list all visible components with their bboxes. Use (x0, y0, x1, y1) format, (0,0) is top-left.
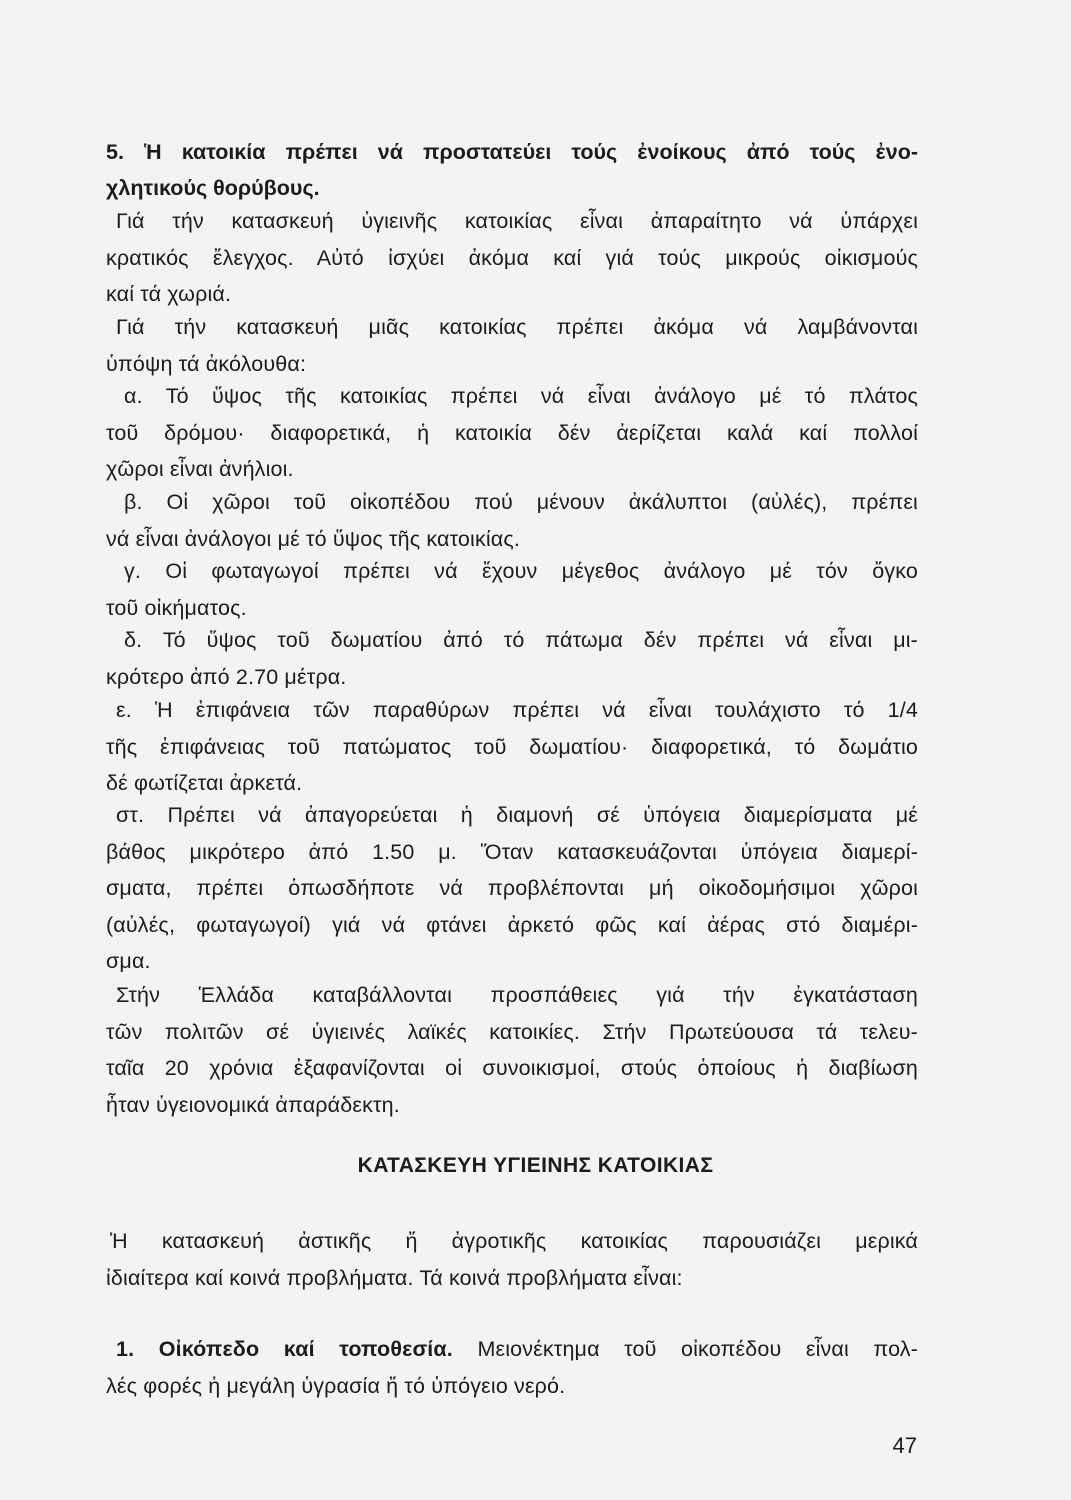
paragraph-greece (106, 977, 918, 1123)
text-line: ἰδιαίτερα καί κοινά προβλήματα. Τά κοινά προβλήματα εἶναι: (106, 1265, 683, 1290)
text-line (106, 1331, 918, 1368)
paragraph-state-control (106, 203, 918, 313)
text-line: Γιά τήν κατασκευή ὑγιεινῆς κατοικίας εἶναι ἀπαραίτητο νά ὑπάρχει (116, 209, 918, 233)
text-line: (αὐλές, φωταγωγοί) γιά νά φτάνει ἀρκετό φῶς καί ἀέρας στό διαμέρι- (106, 912, 918, 937)
text-line: γ. Οἱ φωταγωγοί πρέπει νά ἔχουν μέγεθος ἀνάλογο μέ τόν ὄγκο (124, 559, 918, 583)
heading-line: 5. Ἡ κατοικία πρέπει νά προστατεύει τούς ἐνοίκους ἀπό τούς ἐνο- (106, 140, 918, 164)
section-title: ΚΑΤΑΣΚΕΥΗ ΥΓΙΕΙΝΗΣ ΚΑΤΟΙΚΙΑΣ (357, 1154, 714, 1177)
item-5-heading (106, 134, 918, 206)
item-gamma (106, 553, 918, 626)
text-line: Ἡ κατασκευή ἀστικῆς ἤ ἀγροτικῆς κατοικίας παρουσιάζει μερικά (110, 1229, 918, 1253)
text-line: ὑπόψη τά ἀκόλουθα: (106, 351, 307, 376)
text-line: καί τά χωριά. (106, 282, 232, 306)
text-line: σματα, πρέπει ὁπωσδήποτε νά προβλέπονται μή οἰκοδομήσιμοι χῶροι (106, 876, 918, 900)
text-line: ταῖα 20 χρόνια ἐξαφανίζονται οἱ συνοικισμοί, στούς ὁποίους ἡ διαβίωση (106, 1056, 918, 1080)
text-line: σμα. (106, 949, 151, 973)
text-line: Στήν Ἑλλάδα καταβάλλονται προσπάθειες γιά τήν ἐγκατάσταση (116, 983, 918, 1007)
text-line: νά εἶναι ἀνάλογοι μέ τό ὕψος τῆς κατοικίας. (106, 526, 521, 551)
text-line: κρατικός ἔλεγχος. Αὐτό ἰσχύει ἀκόμα καί γιά τούς μικρούς οἰκισμούς (106, 245, 918, 270)
item-delta (106, 622, 918, 695)
item-stigma (106, 797, 918, 980)
text-line: δ. Τό ὕψος τοῦ δωματίου ἀπό τό πάτωμα δέν πρέπει νά εἶναι μι- (124, 628, 918, 652)
text-line: χῶροι εἶναι ἀνήλιοι. (106, 457, 294, 481)
text-line: β. Οἱ χῶροι τοῦ οἰκοπέδου πού μένουν ἀκάλυπτοι (αὐλές), πρέπει (124, 490, 918, 514)
item-1-plot (106, 1331, 918, 1404)
text-line: τοῦ οἰκήματος. (106, 595, 247, 620)
paragraph-considerations (106, 309, 918, 382)
item-epsilon (106, 692, 918, 802)
text-line: δέ φωτίζεται ἀρκετά. (106, 771, 303, 795)
text-line: ε. Ἡ ἐπιφάνεια τῶν παραθύρων πρέπει νά εἶναι τουλάχιστο τό 1/4 (116, 698, 918, 722)
text-line: τοῦ δρόμου· διαφορετικά, ἡ κατοικία δέν ἀερίζεται καλά καί πολλοί (106, 420, 918, 445)
text-line: στ. Πρέπει νά ἀπαγορεύεται ἡ διαμονή σέ ὑπόγεια διαμερίσματα μέ (116, 803, 918, 827)
text-line: τῶν πολιτῶν σέ ὑγιεινές λαϊκές κατοικίες. Στήν Πρωτεύουσα τά τελευ- (106, 1019, 918, 1044)
item-1-text: Μειονέκτημα τοῦ οἰκοπέδου εἶναι πολ- (477, 1337, 919, 1361)
heading-line: χλητικούς θορύβους. (106, 176, 320, 200)
text-line: κρότερο ἀπό 2.70 μέτρα. (106, 664, 347, 689)
text-line: τῆς ἐπιφάνειας τοῦ πατώματος τοῦ δωματίου· διαφορετικά, τό δωμάτιο (106, 734, 918, 759)
item-beta (106, 484, 918, 557)
item-1-label: 1. Οἰκόπεδο καί τοποθεσία. (116, 1337, 453, 1361)
item-alpha (106, 378, 918, 488)
text-line: ἦταν ὑγειονομικά ἀπαράδεκτη. (106, 1092, 400, 1117)
text-line: βάθος μικρότερο ἀπό 1.50 μ. Ὅταν κατασκευάζονται ὑπόγεια διαμερί- (106, 839, 918, 864)
text-line: α. Τό ὕψος τῆς κατοικίας πρέπει νά εἶναι ἀνάλογο μέ τό πλάτος (124, 384, 918, 408)
text-line: λές φορές ἡ μεγάλη ὑγρασία ἤ τό ὑπόγειο νερό. (106, 1373, 566, 1398)
text-line: Γιά τήν κατασκευή μιᾶς κατοικίας πρέπει ἀκόμα νά λαμβάνονται (116, 315, 918, 339)
section-intro (106, 1223, 918, 1296)
page-number: 47 (892, 1433, 917, 1458)
